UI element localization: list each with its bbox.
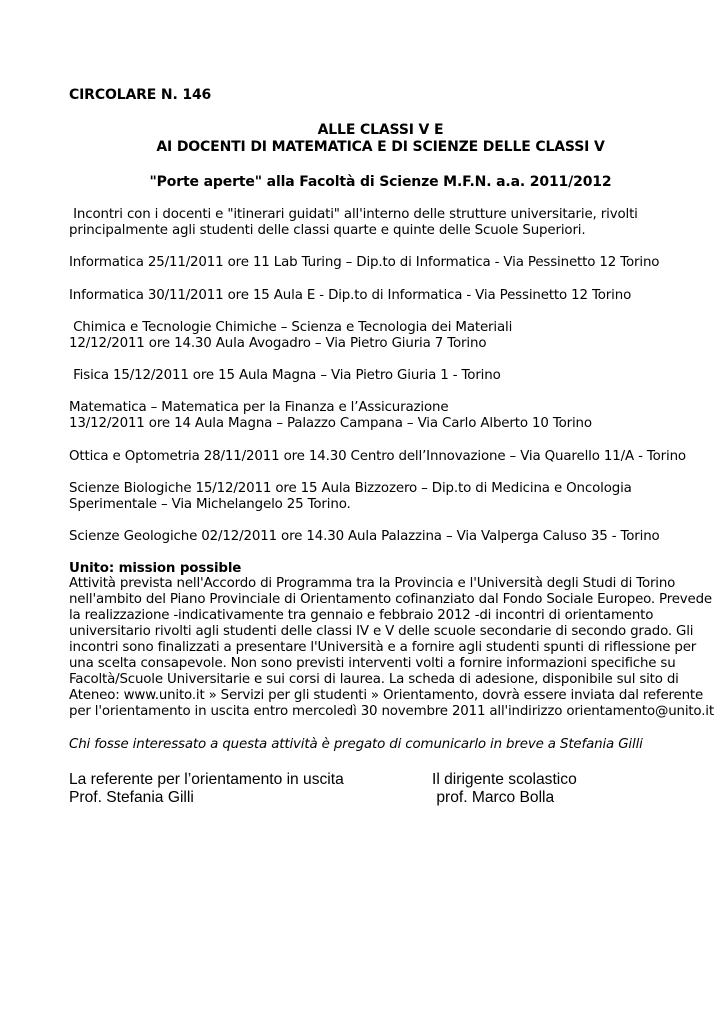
- mission-line: Attività prevista nell'Accordo di Programma tra la Provincia e l'Università degli Studi di Torino: [69, 576, 676, 591]
- recipients-line-2: AI DOCENTI DI MATEMATICA E DI SCIENZE DELLE CLASSI V: [156, 139, 605, 155]
- event-chimica-line-1: Chimica e Tecnologie Chimiche – Scienza e Tecnologia dei Materiali: [69, 320, 513, 335]
- event-matematica-line-1: Matematica – Matematica per la Finanza e l’Assicurazione: [69, 400, 449, 415]
- signature-left-name: Prof. Stefania Gilli: [69, 789, 194, 806]
- recipients-line-1: ALLE CLASSI V E: [317, 122, 444, 138]
- event-title: "Porte aperte" alla Facoltà di Scienze M.F.N. a.a. 2011/2012: [149, 174, 612, 190]
- intro-line-2: principalmente agli studenti delle classi quarte e quinte delle Scuole Superiori.: [69, 223, 586, 238]
- event-informatica-1: Informatica 25/11/2011 ore 11 Lab Turing – Dip.to di Informatica - Via Pessinetto 12 Torino: [69, 255, 660, 270]
- event-informatica-2: Informatica 30/11/2011 ore 15 Aula E - Dip.to di Informatica - Via Pessinetto 12 Torino: [69, 288, 632, 303]
- mission-line: universitario rivolti agli studenti delle classi IV e V delle scuole secondarie di secondo grado. Gli: [69, 624, 694, 639]
- event-fisica: Fisica 15/12/2011 ore 15 Aula Magna – Via Pietro Giuria 1 - Torino: [69, 368, 501, 383]
- intro-line-1: Incontri con i docenti e "itinerari guidati" all'interno delle strutture universitarie, rivolti: [69, 207, 638, 222]
- mission-line: Ateneo: www.unito.it » Servizi per gli studenti » Orientamento, dovrà essere inviata dal referente: [69, 688, 704, 703]
- signature-right-name: prof. Marco Bolla: [432, 789, 555, 806]
- event-chimica-line-2: 12/12/2011 ore 14.30 Aula Avogadro – Via Pietro Giuria 7 Torino: [69, 336, 487, 351]
- signature-left-role: La referente per l’orientamento in uscita: [69, 771, 344, 788]
- mission-line: la realizzazione -indicativamente tra gennaio e febbraio 2012 -di incontri di orientamento: [69, 608, 654, 623]
- mission-line: nell'ambito del Piano Provinciale di Orientamento cofinanziato dal Fondo Sociale Europeo. Prevede: [69, 592, 712, 607]
- signature-right-role: Il dirigente scolastico: [432, 771, 577, 788]
- mission-heading: Unito: mission possible: [69, 561, 242, 576]
- mission-line: incontri sono finalizzati a presentare l'Università e a fornire agli studenti spunti di riflessione per: [69, 640, 697, 655]
- mission-line: per l'orientamento in uscita entro mercoledì 30 novembre 2011 all'indirizzo orientamento@unito.it: [69, 704, 714, 719]
- circolare-number: CIRCOLARE N. 146: [69, 87, 212, 103]
- event-biologiche-line-2: Sperimentale – Via Michelangelo 25 Torino.: [69, 497, 351, 512]
- contact-note: Chi fosse interessato a questa attività è pregato di comunicarlo in breve a Stefania Gilli: [69, 737, 643, 752]
- event-geologiche: Scienze Geologiche 02/12/2011 ore 14.30 Aula Palazzina – Via Valperga Caluso 35 - Torino: [69, 529, 660, 544]
- event-biologiche-line-1: Scienze Biologiche 15/12/2011 ore 15 Aula Bizzozero – Dip.to di Medicina e Oncologia: [69, 481, 632, 496]
- event-matematica-line-2: 13/12/2011 ore 14 Aula Magna – Palazzo Campana – Via Carlo Alberto 10 Torino: [69, 416, 592, 431]
- mission-line: una scelta consapevole. Non sono previsti interventi volti a fornire informazioni specifiche su: [69, 656, 676, 671]
- event-ottica: Ottica e Optometria 28/11/2011 ore 14.30 Centro dell’Innovazione – Via Quarello 11/A - Torino: [69, 449, 686, 464]
- mission-line: Facoltà/Scuole Universitarie e sui corsi di laurea. La scheda di adesione, disponibile sul sito di: [69, 672, 679, 687]
- mission-paragraph: [69, 576, 714, 720]
